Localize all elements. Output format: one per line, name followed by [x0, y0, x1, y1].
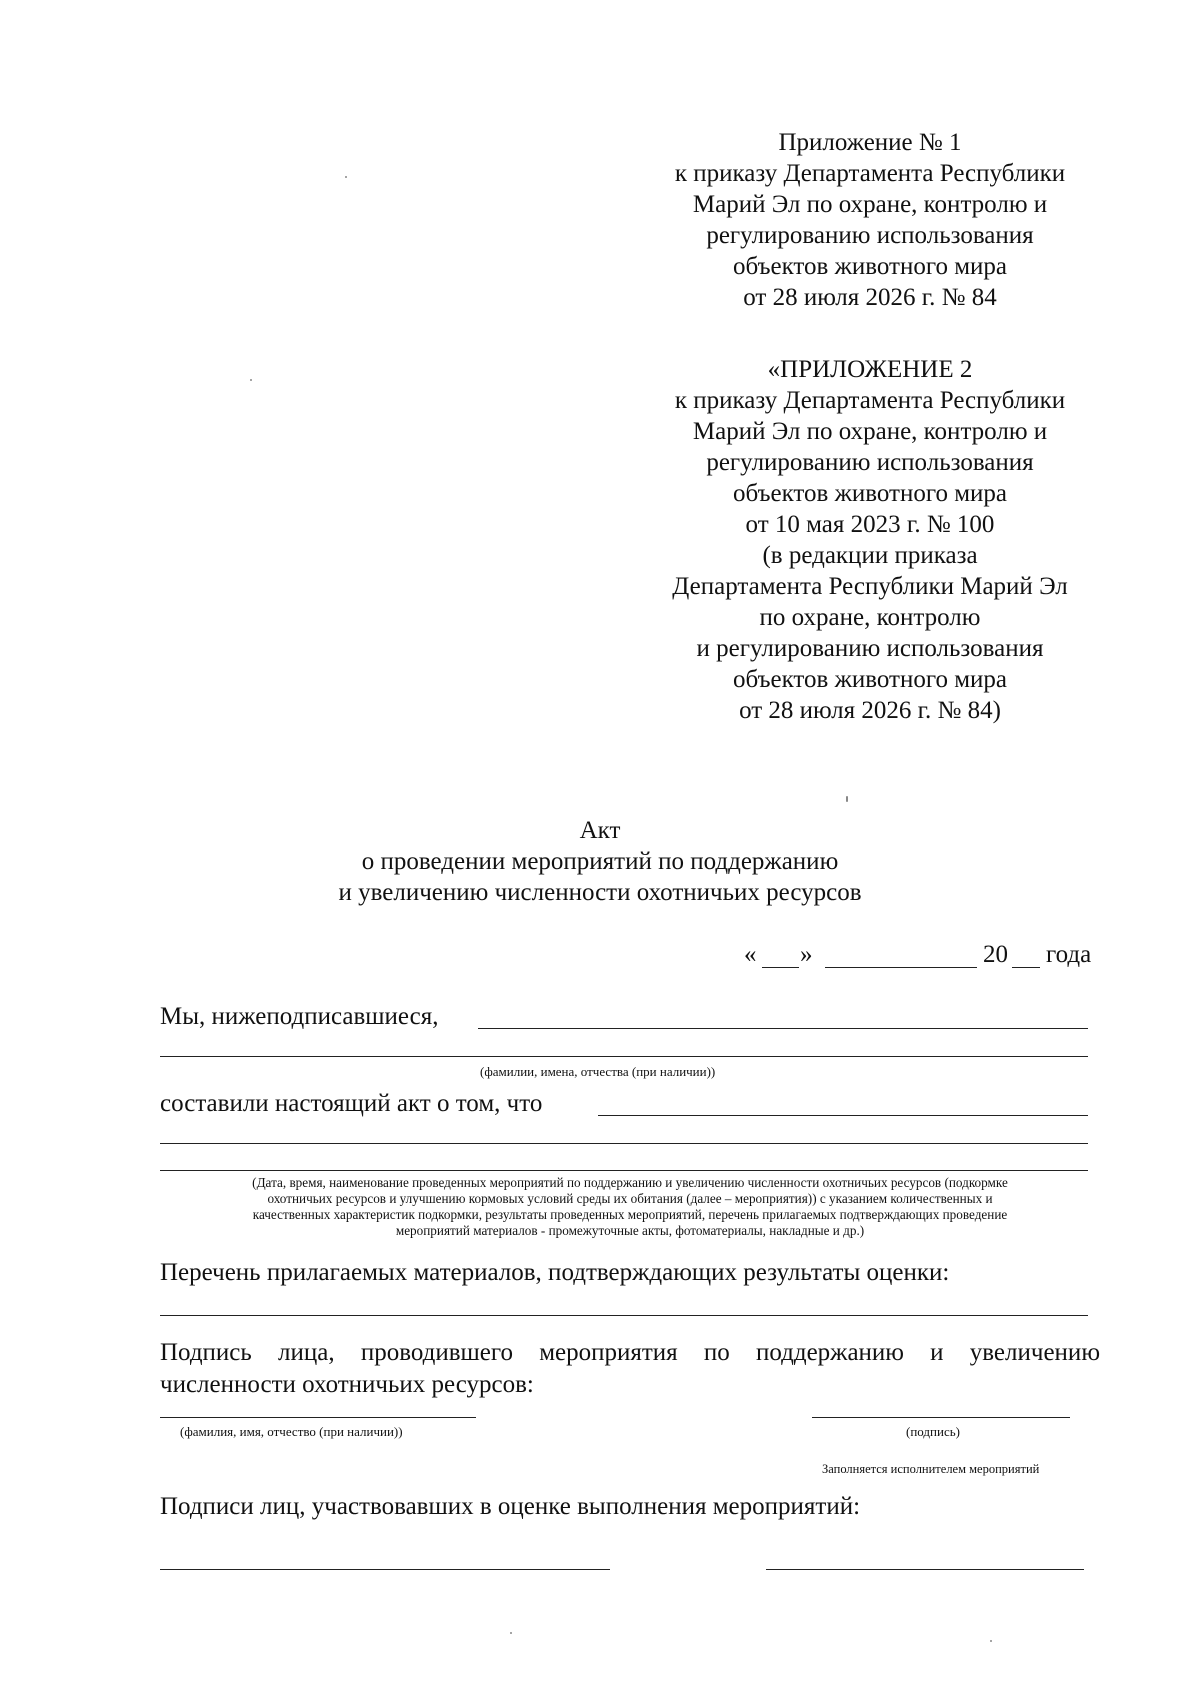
- annex-2-header: [630, 354, 1110, 726]
- date-month-field[interactable]: [825, 967, 977, 968]
- signature-field[interactable]: [812, 1417, 1070, 1418]
- composed-field[interactable]: [598, 1115, 1088, 1116]
- date-century: 20: [983, 941, 1008, 968]
- date-day-field[interactable]: [762, 967, 799, 968]
- signature-label-line-2: численности охотничьих ресурсов:: [160, 1371, 534, 1398]
- signature-label-line-1: Подпись лица, проводившего мероприятия по поддержанию и увеличению: [160, 1339, 1100, 1366]
- date-open-quote: «: [744, 941, 757, 968]
- annex-2-line: Марий Эл по охране, контролю и: [692, 418, 1048, 445]
- annex-2-line: по охране, контролю: [759, 604, 981, 631]
- composed-field-2[interactable]: [160, 1143, 1088, 1144]
- annex-2-line: объектов животного мира: [732, 480, 1008, 507]
- scan-speck: [846, 796, 848, 802]
- names-caption: (фамилии, имена, отчества (при наличии)): [480, 1064, 716, 1079]
- signed-names-field[interactable]: [478, 1028, 1088, 1029]
- annex-2-line: (в редакции приказа: [762, 542, 978, 569]
- details-caption: [160, 1175, 1100, 1239]
- annex-2-line: к приказу Департамента Республики: [674, 387, 1066, 414]
- participant-signature-field-2[interactable]: [766, 1569, 1084, 1570]
- fio-caption: (фамилия, имя, отчество (при наличии)): [180, 1424, 403, 1439]
- details-caption-line: (Дата, время, наименование проведенных мероприятий по поддержанию и увеличению численности охотничьих ресурсов (подкормке: [252, 1175, 1008, 1190]
- act-title: [200, 815, 1000, 908]
- annex-2-line: регулированию использования: [706, 449, 1034, 476]
- annex-1-header: [630, 127, 1110, 313]
- act-title-line: Акт: [579, 817, 621, 844]
- details-caption-line: охотничьих ресурсов и улучшению кормовых условий среды их обитания (далее – мероприятия)) с указанием количественных и: [267, 1191, 993, 1206]
- signed-names-field-2[interactable]: [160, 1056, 1088, 1057]
- annex-1-line: объектов животного мира: [732, 253, 1008, 280]
- filled-by-note: Заполняется исполнителем мероприятий: [822, 1462, 1040, 1476]
- annex-2-line: объектов животного мира: [732, 666, 1008, 693]
- act-title-line: о проведении мероприятий по поддержанию: [361, 848, 839, 875]
- date-close-quote: »: [800, 941, 813, 968]
- scan-speck: [510, 1632, 512, 1634]
- annex-2-line: Департамента Республики Марий Эл: [672, 573, 1068, 600]
- date-year-word: года: [1046, 941, 1092, 968]
- signed-label: Мы, нижеподписавшиеся,: [160, 1003, 439, 1030]
- annex-1-line: Марий Эл по охране, контролю и: [692, 191, 1048, 218]
- annex-1-line: к приказу Департамента Республики: [674, 160, 1066, 187]
- composed-label: составили настоящий акт о том, что: [160, 1090, 543, 1117]
- annex-2-line: от 10 мая 2023 г. № 100: [745, 511, 995, 538]
- details-caption-line: мероприятий материалов - промежуточные акты, фотоматериалы, накладные и др.): [395, 1223, 865, 1238]
- annex-2-line: и регулированию использования: [696, 635, 1044, 662]
- sign-caption: (подпись): [906, 1424, 960, 1439]
- scan-speck: [250, 379, 252, 381]
- details-caption-line: качественных характеристик подкормки, результаты проведенных мероприятий, перечень прилагаемых подтверждающих проведение: [252, 1207, 1008, 1222]
- materials-field[interactable]: [160, 1315, 1088, 1316]
- annex-2-line: от 28 июля 2026 г. № 84): [739, 697, 1001, 724]
- date-year-field[interactable]: [1012, 967, 1040, 968]
- annex-1-line: Приложение № 1: [778, 129, 962, 156]
- scan-speck: [990, 1640, 992, 1642]
- annex-1-line: регулированию использования: [706, 222, 1034, 249]
- act-title-line: и увеличению численности охотничьих ресурсов: [338, 879, 862, 906]
- annex-1-line: от 28 июля 2026 г. № 84: [743, 284, 997, 311]
- fio-field[interactable]: [160, 1417, 476, 1418]
- materials-label: Перечень прилагаемых материалов, подтверждающих результаты оценки:: [160, 1259, 950, 1286]
- scan-speck: [345, 176, 347, 178]
- participant-signature-field-1[interactable]: [160, 1569, 610, 1570]
- annex-2-line: «ПРИЛОЖЕНИЕ 2: [767, 356, 973, 383]
- composed-field-3[interactable]: [160, 1170, 1088, 1171]
- participants-label: Подписи лиц, участвовавших в оценке выполнения мероприятий:: [160, 1493, 861, 1520]
